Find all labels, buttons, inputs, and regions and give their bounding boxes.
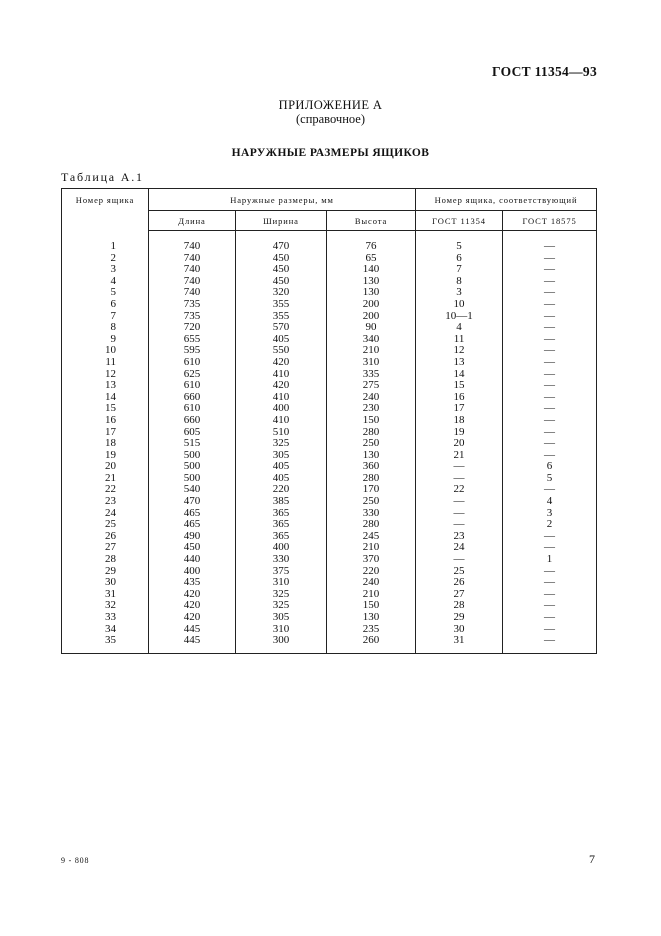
- cell-gost-11354: 30: [416, 624, 503, 636]
- cell-gost-18575: —: [503, 566, 597, 578]
- cell-width: 410: [236, 392, 327, 404]
- page-number: 7: [589, 852, 595, 866]
- cell-gost-18575: —: [503, 380, 597, 392]
- cell-length: 540: [149, 484, 236, 496]
- cell-number: 19: [62, 450, 149, 462]
- cell-length: 740: [149, 276, 236, 288]
- col-group-matching: Номер ящика, соответствующий: [416, 189, 597, 211]
- cell-height: 280: [327, 473, 416, 485]
- cell-gost-18575: —: [503, 589, 597, 601]
- cell-height: 370: [327, 554, 416, 566]
- cell-gost-18575: —: [503, 311, 597, 323]
- appendix-subtitle: (справочное): [295, 112, 366, 126]
- cell-length: 625: [149, 369, 236, 381]
- cell-length: 435: [149, 577, 236, 589]
- table-row: [62, 589, 597, 601]
- cell-length: 595: [149, 345, 236, 357]
- cell-number: 28: [62, 554, 149, 566]
- cell-width: 365: [236, 519, 327, 531]
- cell-gost-18575: —: [503, 299, 597, 311]
- cell-height: 150: [327, 415, 416, 427]
- cell-width: 355: [236, 311, 327, 323]
- cell-gost-11354: —: [416, 473, 503, 485]
- cell-gost-18575: 2: [503, 519, 597, 531]
- cell-height: 130: [327, 287, 416, 299]
- table-row: [62, 438, 597, 450]
- cell-width: 330: [236, 554, 327, 566]
- dimensions-table: [61, 188, 597, 654]
- cell-width: 325: [236, 438, 327, 450]
- table-row: [62, 264, 597, 276]
- table-row: [62, 554, 597, 566]
- cell-height: 130: [327, 612, 416, 624]
- cell-number: 8: [62, 322, 149, 334]
- cell-gost-18575: 6: [503, 461, 597, 473]
- cell-height: 220: [327, 566, 416, 578]
- cell-width: 570: [236, 322, 327, 334]
- cell-gost-11354: 20: [416, 438, 503, 450]
- cell-length: 605: [149, 427, 236, 439]
- cell-number: 23: [62, 496, 149, 508]
- cell-length: 655: [149, 334, 236, 346]
- cell-width: 310: [236, 577, 327, 589]
- cell-gost-18575: —: [503, 345, 597, 357]
- cell-width: 550: [236, 345, 327, 357]
- table-row: [62, 276, 597, 288]
- cell-length: 500: [149, 461, 236, 473]
- cell-gost-11354: 4: [416, 322, 503, 334]
- cell-width: 355: [236, 299, 327, 311]
- cell-gost-18575: —: [503, 624, 597, 636]
- table-row: [62, 403, 597, 415]
- cell-width: 220: [236, 484, 327, 496]
- cell-width: 450: [236, 264, 327, 276]
- cell-number: 7: [62, 311, 149, 323]
- cell-gost-18575: —: [503, 612, 597, 624]
- section-title: НАРУЖНЫЕ РАЗМЕРЫ ЯЩИКОВ: [231, 147, 430, 159]
- cell-length: 445: [149, 624, 236, 636]
- cell-width: 325: [236, 600, 327, 612]
- table-row: [62, 357, 597, 369]
- cell-width: 325: [236, 589, 327, 601]
- cell-gost-11354: 7: [416, 264, 503, 276]
- table-row: [62, 427, 597, 439]
- cell-number: 4: [62, 276, 149, 288]
- cell-number: 27: [62, 542, 149, 554]
- cell-gost-18575: —: [503, 484, 597, 496]
- cell-gost-18575: —: [503, 322, 597, 334]
- table-label: Таблица А.1: [61, 170, 144, 184]
- cell-number: 29: [62, 566, 149, 578]
- cell-number: 21: [62, 473, 149, 485]
- cell-number: 32: [62, 600, 149, 612]
- cell-gost-11354: —: [416, 508, 503, 520]
- cell-gost-11354: 6: [416, 253, 503, 265]
- cell-number: 30: [62, 577, 149, 589]
- table-row: [62, 542, 597, 554]
- cell-number: 18: [62, 438, 149, 450]
- cell-length: 610: [149, 380, 236, 392]
- table-row: [62, 600, 597, 612]
- cell-number: 33: [62, 612, 149, 624]
- cell-gost-11354: 11: [416, 334, 503, 346]
- cell-width: 410: [236, 415, 327, 427]
- cell-width: 320: [236, 287, 327, 299]
- cell-gost-11354: 3: [416, 287, 503, 299]
- cell-length: 610: [149, 403, 236, 415]
- cell-height: 230: [327, 403, 416, 415]
- cell-height: 310: [327, 357, 416, 369]
- cell-width: 510: [236, 427, 327, 439]
- cell-number: 31: [62, 589, 149, 601]
- cell-gost-18575: —: [503, 542, 597, 554]
- cell-gost-18575: —: [503, 600, 597, 612]
- cell-gost-11354: 23: [416, 531, 503, 543]
- cell-length: 740: [149, 231, 236, 253]
- cell-gost-18575: —: [503, 427, 597, 439]
- cell-length: 470: [149, 496, 236, 508]
- cell-number: 16: [62, 415, 149, 427]
- cell-gost-18575: —: [503, 357, 597, 369]
- cell-height: 340: [327, 334, 416, 346]
- cell-gost-18575: —: [503, 334, 597, 346]
- cell-length: 740: [149, 287, 236, 299]
- cell-gost-11354: 15: [416, 380, 503, 392]
- cell-width: 385: [236, 496, 327, 508]
- cell-height: 210: [327, 345, 416, 357]
- cell-width: 405: [236, 461, 327, 473]
- cell-width: 400: [236, 542, 327, 554]
- table-row: [62, 415, 597, 427]
- cell-length: 465: [149, 508, 236, 520]
- cell-height: 240: [327, 392, 416, 404]
- cell-gost-18575: —: [503, 264, 597, 276]
- cell-gost-18575: 1: [503, 554, 597, 566]
- cell-length: 445: [149, 635, 236, 653]
- cell-gost-11354: 18: [416, 415, 503, 427]
- cell-number: 12: [62, 369, 149, 381]
- cell-length: 500: [149, 450, 236, 462]
- cell-height: 130: [327, 450, 416, 462]
- cell-number: 24: [62, 508, 149, 520]
- cell-height: 150: [327, 600, 416, 612]
- cell-gost-11354: —: [416, 519, 503, 531]
- cell-gost-18575: —: [503, 635, 597, 653]
- table-row: [62, 577, 597, 589]
- cell-gost-18575: —: [503, 276, 597, 288]
- cell-width: 450: [236, 253, 327, 265]
- cell-number: 6: [62, 299, 149, 311]
- col-header-gost-18575: ГОСТ 18575: [503, 211, 597, 231]
- col-header-number: Номер ящика: [62, 189, 149, 231]
- col-group-dimensions: Наружные размеры, мм: [149, 189, 416, 211]
- cell-number: 2: [62, 253, 149, 265]
- cell-number: 3: [62, 264, 149, 276]
- cell-number: 9: [62, 334, 149, 346]
- cell-gost-18575: 5: [503, 473, 597, 485]
- cell-gost-11354: 26: [416, 577, 503, 589]
- cell-number: 11: [62, 357, 149, 369]
- cell-number: 17: [62, 427, 149, 439]
- appendix-heading: [0, 98, 661, 126]
- cell-gost-11354: 27: [416, 589, 503, 601]
- col-header-length: Длина: [149, 211, 236, 231]
- cell-height: 170: [327, 484, 416, 496]
- cell-length: 720: [149, 322, 236, 334]
- cell-height: 240: [327, 577, 416, 589]
- cell-height: 200: [327, 311, 416, 323]
- cell-width: 305: [236, 450, 327, 462]
- cell-height: 130: [327, 276, 416, 288]
- table-row: [62, 287, 597, 299]
- cell-width: 365: [236, 531, 327, 543]
- cell-height: 245: [327, 531, 416, 543]
- cell-gost-11354: 17: [416, 403, 503, 415]
- standard-header: ГОСТ 11354—93: [492, 64, 597, 79]
- cell-gost-18575: —: [503, 415, 597, 427]
- cell-number: 15: [62, 403, 149, 415]
- cell-gost-11354: 16: [416, 392, 503, 404]
- table-row: [62, 392, 597, 404]
- cell-width: 470: [236, 231, 327, 253]
- cell-gost-18575: —: [503, 403, 597, 415]
- cell-width: 375: [236, 566, 327, 578]
- cell-gost-18575: 3: [503, 508, 597, 520]
- table-row: [62, 473, 597, 485]
- table-row: [62, 299, 597, 311]
- cell-length: 735: [149, 299, 236, 311]
- table-row: [62, 612, 597, 624]
- table-row: [62, 566, 597, 578]
- cell-number: 35: [62, 635, 149, 653]
- cell-height: 275: [327, 380, 416, 392]
- cell-gost-18575: —: [503, 438, 597, 450]
- cell-height: 210: [327, 542, 416, 554]
- cell-height: 250: [327, 496, 416, 508]
- cell-length: 450: [149, 542, 236, 554]
- cell-length: 440: [149, 554, 236, 566]
- cell-width: 420: [236, 380, 327, 392]
- cell-gost-11354: 22: [416, 484, 503, 496]
- cell-gost-11354: —: [416, 554, 503, 566]
- cell-height: 210: [327, 589, 416, 601]
- cell-width: 400: [236, 403, 327, 415]
- cell-width: 450: [236, 276, 327, 288]
- table-row: [62, 531, 597, 543]
- cell-height: 360: [327, 461, 416, 473]
- cell-number: 14: [62, 392, 149, 404]
- cell-gost-18575: —: [503, 577, 597, 589]
- cell-gost-11354: 25: [416, 566, 503, 578]
- cell-height: 235: [327, 624, 416, 636]
- cell-gost-18575: —: [503, 253, 597, 265]
- cell-width: 420: [236, 357, 327, 369]
- table-row: [62, 519, 597, 531]
- cell-height: 65: [327, 253, 416, 265]
- print-code: 9 - 808: [61, 856, 90, 865]
- cell-height: 330: [327, 508, 416, 520]
- cell-number: 5: [62, 287, 149, 299]
- cell-length: 660: [149, 392, 236, 404]
- cell-length: 465: [149, 519, 236, 531]
- table-row: [62, 322, 597, 334]
- cell-width: 305: [236, 612, 327, 624]
- cell-gost-11354: 24: [416, 542, 503, 554]
- appendix-title: ПРИЛОЖЕНИЕ А: [278, 98, 383, 112]
- cell-gost-11354: 5: [416, 231, 503, 253]
- cell-height: 76: [327, 231, 416, 253]
- table-row: [62, 311, 597, 323]
- cell-length: 610: [149, 357, 236, 369]
- cell-length: 420: [149, 600, 236, 612]
- cell-height: 140: [327, 264, 416, 276]
- table-row: [62, 484, 597, 496]
- cell-length: 660: [149, 415, 236, 427]
- cell-height: 260: [327, 635, 416, 653]
- table-row: [62, 334, 597, 346]
- cell-gost-11354: 19: [416, 427, 503, 439]
- table-row: [62, 496, 597, 508]
- cell-height: 280: [327, 519, 416, 531]
- cell-height: 250: [327, 438, 416, 450]
- cell-gost-11354: 21: [416, 450, 503, 462]
- table-row: [62, 345, 597, 357]
- cell-gost-11354: 29: [416, 612, 503, 624]
- cell-height: 200: [327, 299, 416, 311]
- cell-length: 500: [149, 473, 236, 485]
- cell-number: 20: [62, 461, 149, 473]
- cell-number: 25: [62, 519, 149, 531]
- table-row: [62, 380, 597, 392]
- table-row: [62, 508, 597, 520]
- cell-number: 22: [62, 484, 149, 496]
- cell-length: 420: [149, 589, 236, 601]
- col-header-height: Высота: [327, 211, 416, 231]
- cell-width: 410: [236, 369, 327, 381]
- table-row: [62, 624, 597, 636]
- cell-length: 740: [149, 253, 236, 265]
- cell-gost-11354: —: [416, 461, 503, 473]
- cell-width: 300: [236, 635, 327, 653]
- cell-gost-18575: —: [503, 531, 597, 543]
- cell-gost-18575: 4: [503, 496, 597, 508]
- cell-length: 740: [149, 264, 236, 276]
- cell-gost-18575: —: [503, 287, 597, 299]
- cell-gost-11354: 10—1: [416, 311, 503, 323]
- cell-gost-11354: 8: [416, 276, 503, 288]
- cell-gost-18575: —: [503, 231, 597, 253]
- table-row: [62, 369, 597, 381]
- table-body: [62, 231, 597, 654]
- col-header-width: Ширина: [236, 211, 327, 231]
- cell-width: 365: [236, 508, 327, 520]
- cell-number: 34: [62, 624, 149, 636]
- cell-length: 420: [149, 612, 236, 624]
- cell-gost-18575: —: [503, 369, 597, 381]
- cell-length: 515: [149, 438, 236, 450]
- cell-gost-11354: 28: [416, 600, 503, 612]
- cell-gost-11354: 12: [416, 345, 503, 357]
- cell-gost-18575: —: [503, 392, 597, 404]
- cell-number: 26: [62, 531, 149, 543]
- cell-gost-11354: 31: [416, 635, 503, 653]
- cell-length: 400: [149, 566, 236, 578]
- cell-height: 90: [327, 322, 416, 334]
- cell-gost-11354: 14: [416, 369, 503, 381]
- cell-gost-11354: 10: [416, 299, 503, 311]
- table-row: [62, 231, 597, 253]
- cell-number: 10: [62, 345, 149, 357]
- cell-length: 735: [149, 311, 236, 323]
- cell-length: 490: [149, 531, 236, 543]
- cell-gost-18575: —: [503, 450, 597, 462]
- table-row: [62, 635, 597, 653]
- table-row: [62, 461, 597, 473]
- cell-width: 310: [236, 624, 327, 636]
- cell-gost-11354: —: [416, 496, 503, 508]
- table-row: [62, 450, 597, 462]
- cell-gost-11354: 13: [416, 357, 503, 369]
- cell-number: 13: [62, 380, 149, 392]
- cell-width: 405: [236, 473, 327, 485]
- table-row: [62, 253, 597, 265]
- cell-height: 335: [327, 369, 416, 381]
- cell-width: 405: [236, 334, 327, 346]
- cell-number: 1: [62, 231, 149, 253]
- col-header-gost-11354: ГОСТ 11354: [416, 211, 503, 231]
- cell-height: 280: [327, 427, 416, 439]
